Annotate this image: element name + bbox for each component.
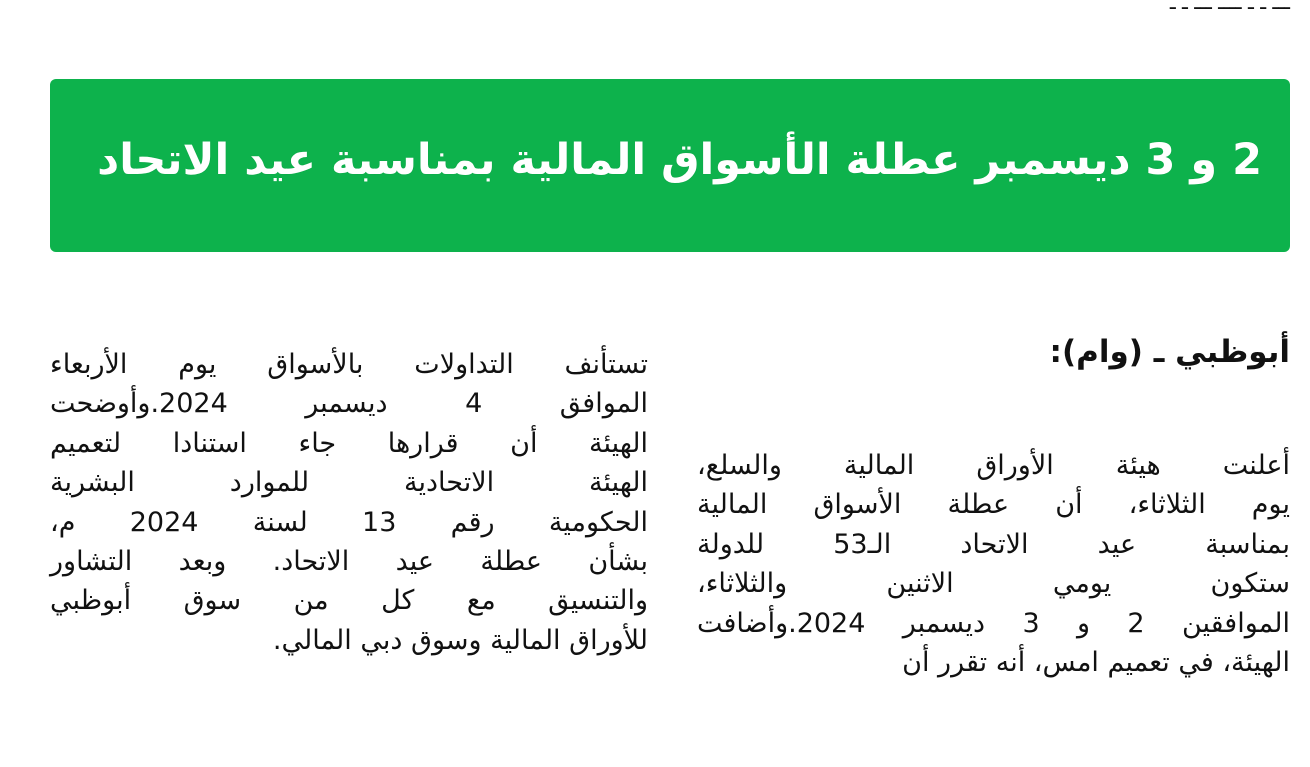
article-line: الموافقين 2 و 3 ديسمبر 2024.وأضافت (697, 607, 1290, 639)
article-line: يوم الثلاثاء، أن عطلة الأسواق المالية (697, 489, 1290, 521)
article-column-right (697, 446, 1290, 682)
article-line: الهيئة، في تعميم امس، أنه تقرر أن (902, 646, 1290, 678)
article-column-left (50, 345, 648, 660)
headline-title: 2 و 3 ديسمبر عطلة الأسواق المالية بمناسبة عيد الاتحاد (97, 135, 1262, 185)
previous-article-fragment (0, 0, 1310, 14)
article-line: الموافق 4 ديسمبر 2024.وأوضحت (50, 388, 648, 420)
article-line: الحكومية رقم 13 لسنة 2024 م، (50, 506, 648, 538)
article-line: أعلنت هيئة الأوراق المالية والسلع، (697, 450, 1290, 481)
previous-article-text: ـــ ـ ـ ــــ ـــ ـ ـ (1169, 0, 1290, 14)
article-line: بمناسبة عيد الاتحاد الـ53 للدولة (697, 528, 1290, 560)
article-line: والتنسيق مع كل من سوق أبوظبي (50, 585, 648, 617)
article-line: بشأن عطلة عيد الاتحاد. وبعد التشاور (50, 545, 648, 577)
article-line: للأوراق المالية وسوق دبي المالي. (272, 624, 648, 656)
article-dateline: أبوظبي ـ (وام): (1049, 334, 1290, 370)
article-line: الهيئة الاتحادية للموارد البشرية (50, 467, 648, 499)
article-line: تستأنف التداولات بالأسواق يوم الأربعاء (50, 349, 648, 380)
article-line: الهيئة أن قرارها جاء استنادا لتعميم (50, 427, 648, 459)
headline-banner (50, 79, 1290, 252)
article-line: ستكون يومي الاثنين والثلاثاء، (697, 568, 1290, 600)
